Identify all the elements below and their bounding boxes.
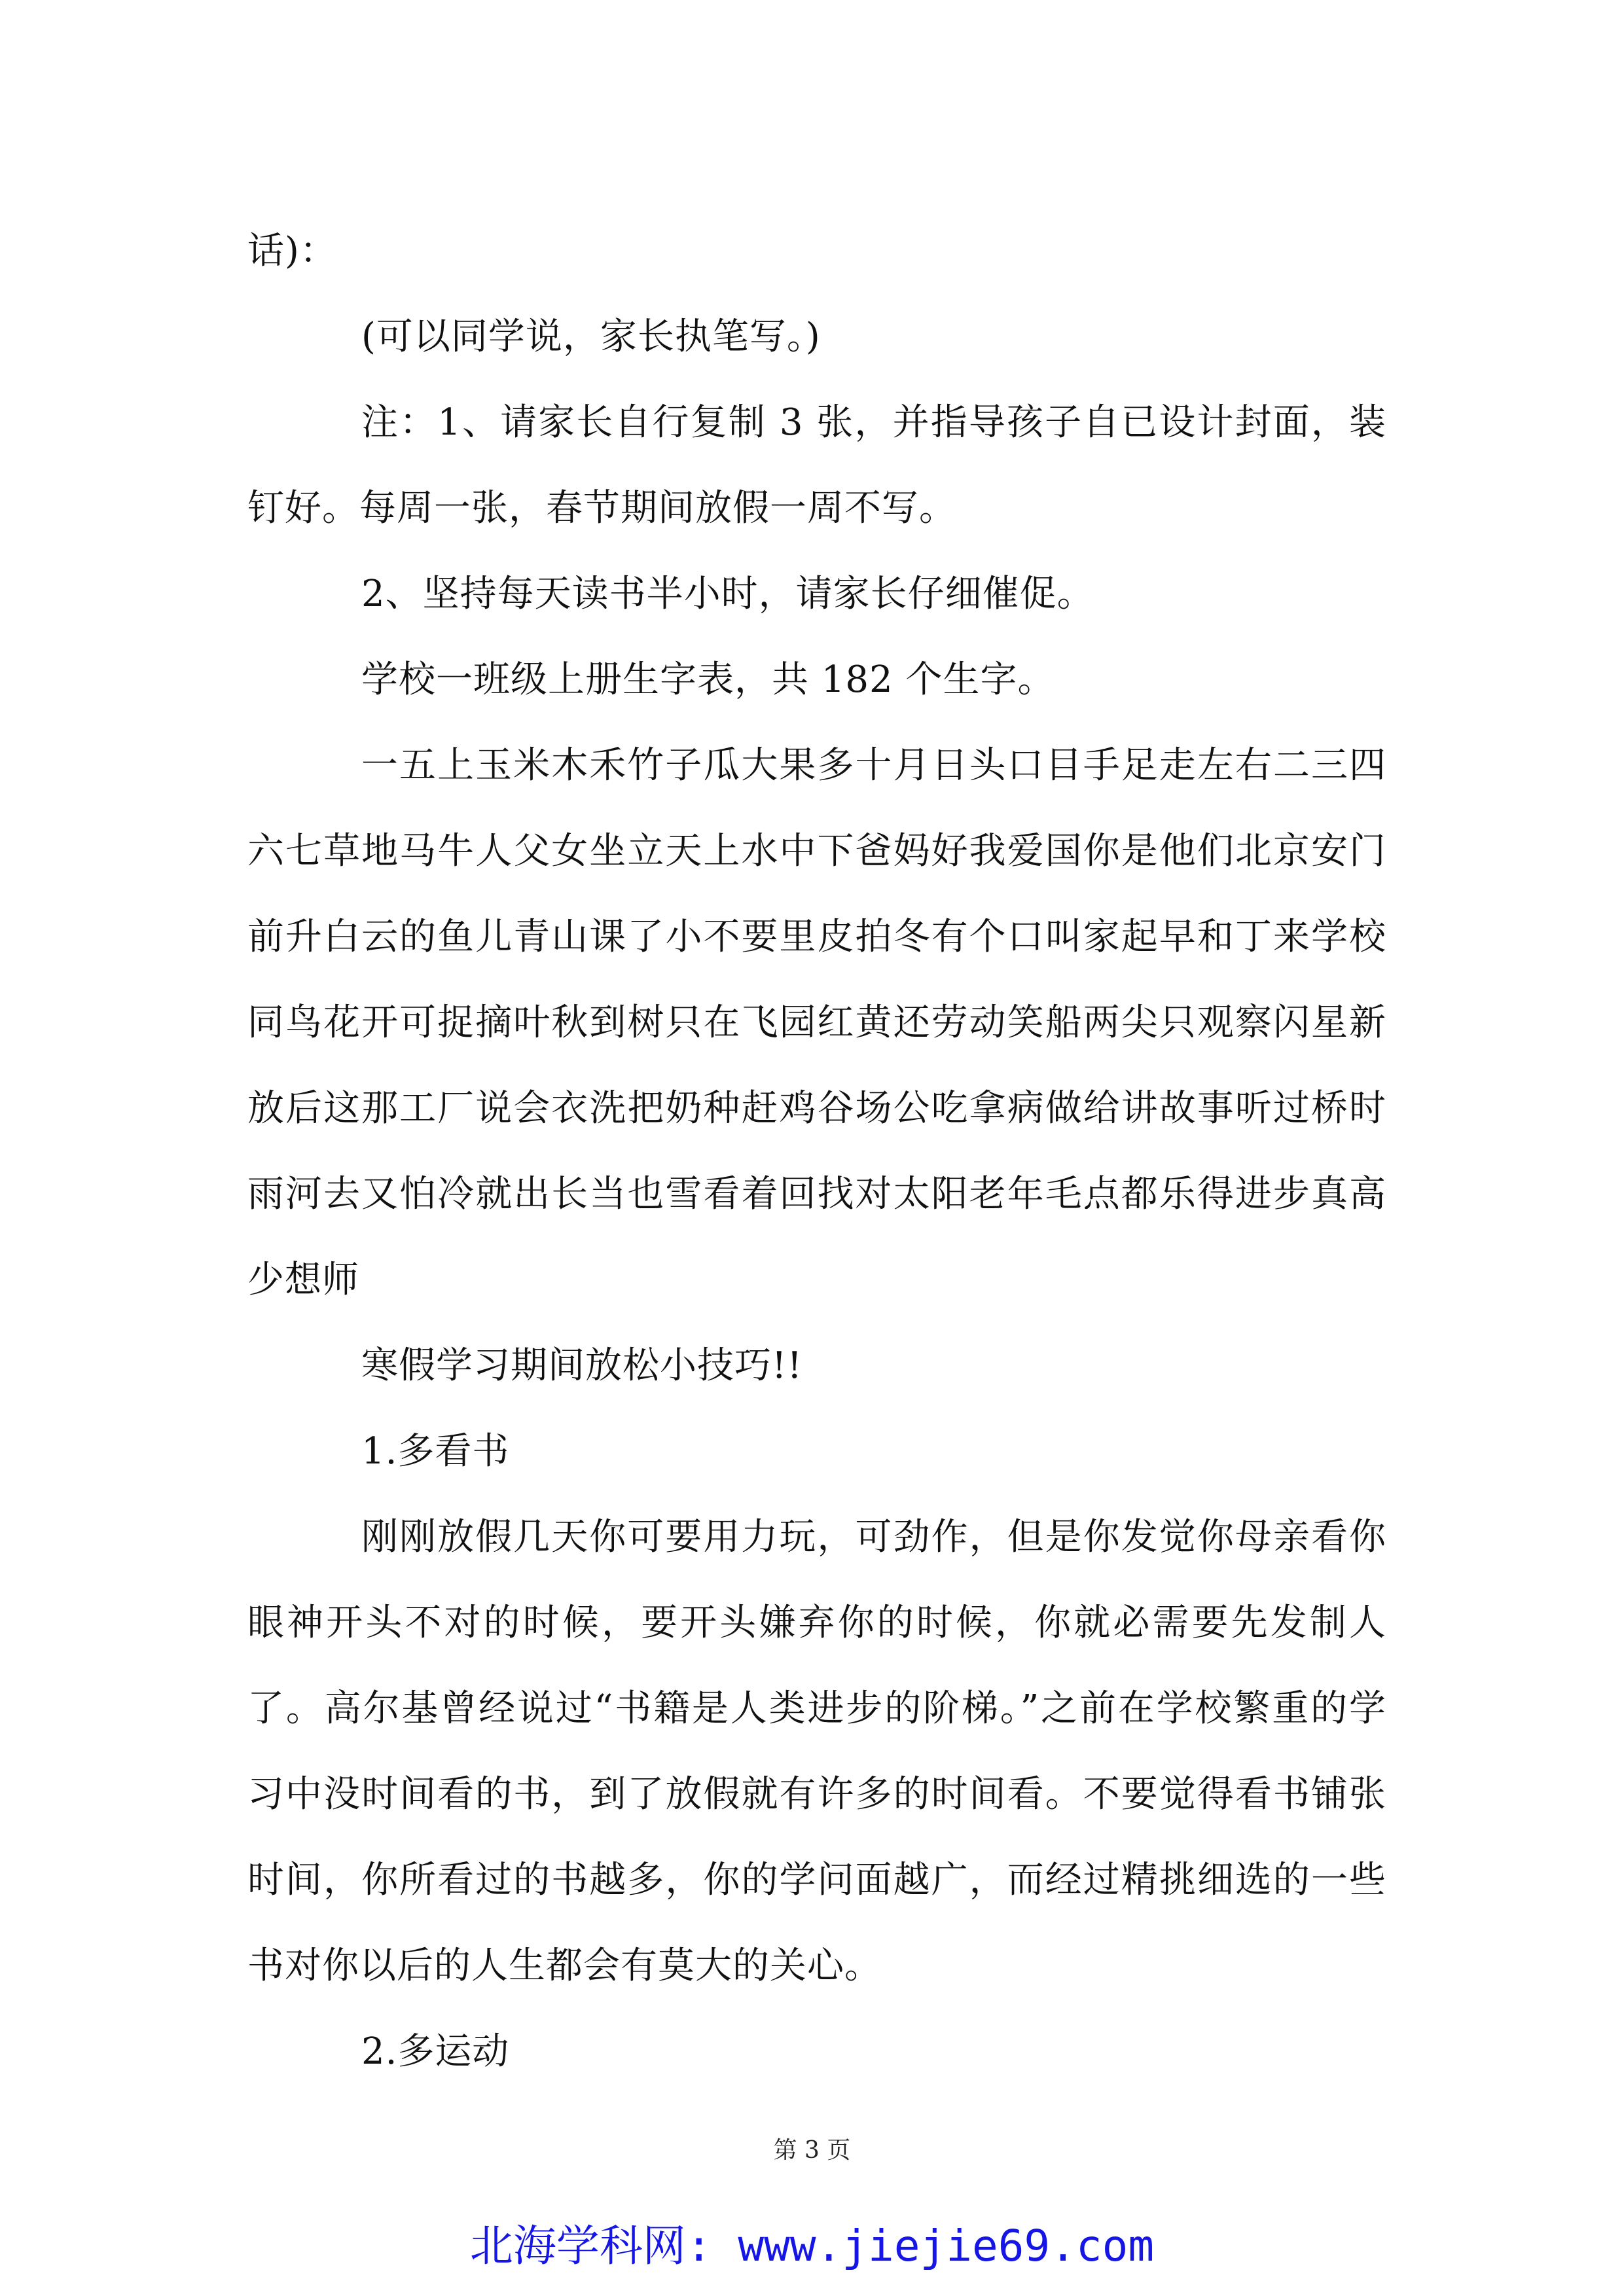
paragraph: 学校一班级上册生字表，共 182 个生字。: [361, 658, 1055, 701]
paragraph: (可以同学说，家长执笔写。): [361, 315, 821, 358]
character-list-paragraph: 一五上玉米木禾竹子瓜大果多十月日头口目手足走左右二三四六七草地马牛人父女坐立天上水中下爸妈好我爱国你是他们北京安门前升白云的鱼儿青山课了小不要里皮拍冬有个口叫家起早和丁来学校同鸟花开可捉摘叶秋到树只在飞园红黄还劳动笑船两尖只观察闪星新放后这那工厂说会衣洗把奶种赶鸡谷场公吃拿病做给讲故事听过桥时雨河去又怕冷就出长当也雪看着回找对太阳老年毛点都乐得进步真高少想师: [247, 744, 1386, 1301]
site-watermark: 北海学科网: www.jiejie69.com: [469, 2221, 1155, 2271]
list-item-heading: 2.多运动: [361, 2030, 510, 2073]
paragraph: 话)：: [247, 230, 337, 272]
section-heading: 寒假学习期间放松小技巧!!: [361, 1344, 803, 1387]
page-number: 第 3 页: [773, 2137, 851, 2164]
document-body: [247, 208, 1386, 2094]
paragraph: 刚刚放假几天你可要用力玩，可劲作，但是你发觉你母亲看你眼神开头不对的时候，要开头嫌弃你的时候，你就必需要先发制人了。高尔基曾经说过“书籍是人类进步的阶梯。”之前在学校繁重的学习中没时间看的书，到了放假就有许多的时间看。不要觉得看书铺张时间，你所看过的书越多，你的学问面越广，而经过精挑细选的一些书对你以后的人生都会有莫大的关心。: [247, 1516, 1386, 1987]
paragraph: 2、坚持每天读书半小时，请家长仔细催促。: [361, 573, 1094, 615]
paragraph: 注：1、请家长自行复制 3 张，并指导孩子自已设计封面，装钉好。每周一张，春节期间放假一周不写。: [247, 401, 1386, 529]
list-item-heading: 1.多看书: [361, 1430, 510, 1473]
